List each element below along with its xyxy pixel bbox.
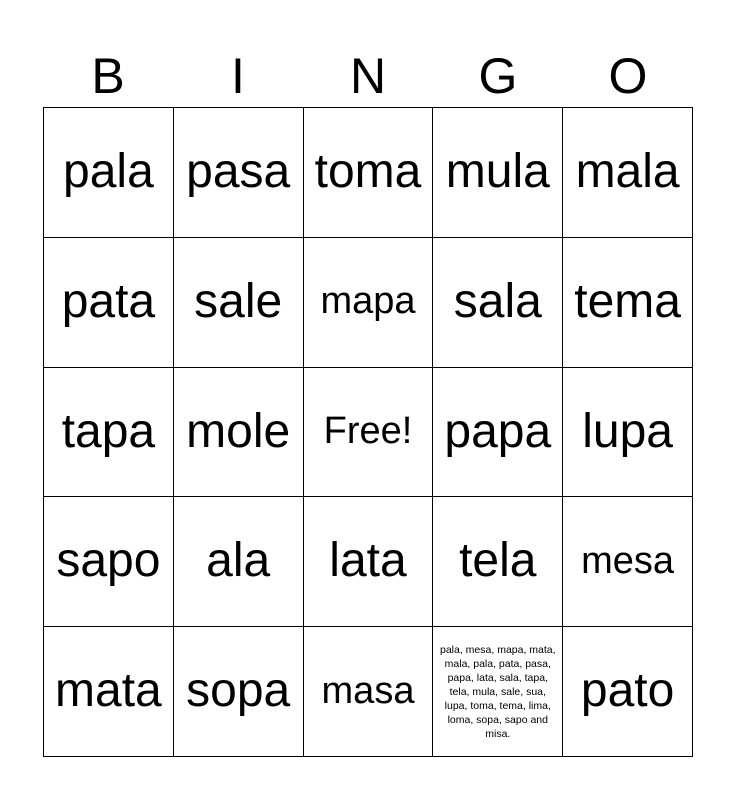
header-letter-i: I [231, 48, 245, 104]
bingo-cell: tela [433, 497, 563, 627]
bingo-cell: masa [304, 627, 434, 757]
header-letter-b: B [91, 48, 125, 104]
bingo-cell: sapo [44, 497, 174, 627]
bingo-cell: lupa [563, 368, 693, 498]
bingo-cell: tema [563, 238, 693, 368]
bingo-header [43, 48, 693, 104]
bingo-cell: pata [44, 238, 174, 368]
bingo-cell: mesa [563, 497, 693, 627]
bingo-cell: sopa [174, 627, 304, 757]
bingo-cell: mala [563, 108, 693, 238]
header-letter-g: G [478, 48, 518, 104]
bingo-cell: mapa [304, 238, 434, 368]
bingo-card [43, 107, 693, 757]
header-letter-n: N [349, 48, 387, 104]
bingo-cell: pato [563, 627, 693, 757]
bingo-cell: pala [44, 108, 174, 238]
bingo-cell: sala [433, 238, 563, 368]
bingo-cell: mula [433, 108, 563, 238]
bingo-cell: toma [304, 108, 434, 238]
bingo-cell: tapa [44, 368, 174, 498]
free-space-cell: Free! [304, 368, 434, 498]
bingo-cell: papa [433, 368, 563, 498]
bingo-cell: mata [44, 627, 174, 757]
word-list-cell: pala, mesa, mapa, mata, mala, pala, pata, pasa, papa, lata, sala, tapa, tela, mula, sale, sua, lupa, toma, tema, lima, loma, sopa, sapo and misa. [433, 627, 563, 757]
bingo-cell: sale [174, 238, 304, 368]
header-letter-o: O [608, 48, 648, 104]
bingo-cell: ala [174, 497, 304, 627]
bingo-cell: mole [174, 368, 304, 498]
bingo-cell: lata [304, 497, 434, 627]
bingo-cell: pasa [174, 108, 304, 238]
